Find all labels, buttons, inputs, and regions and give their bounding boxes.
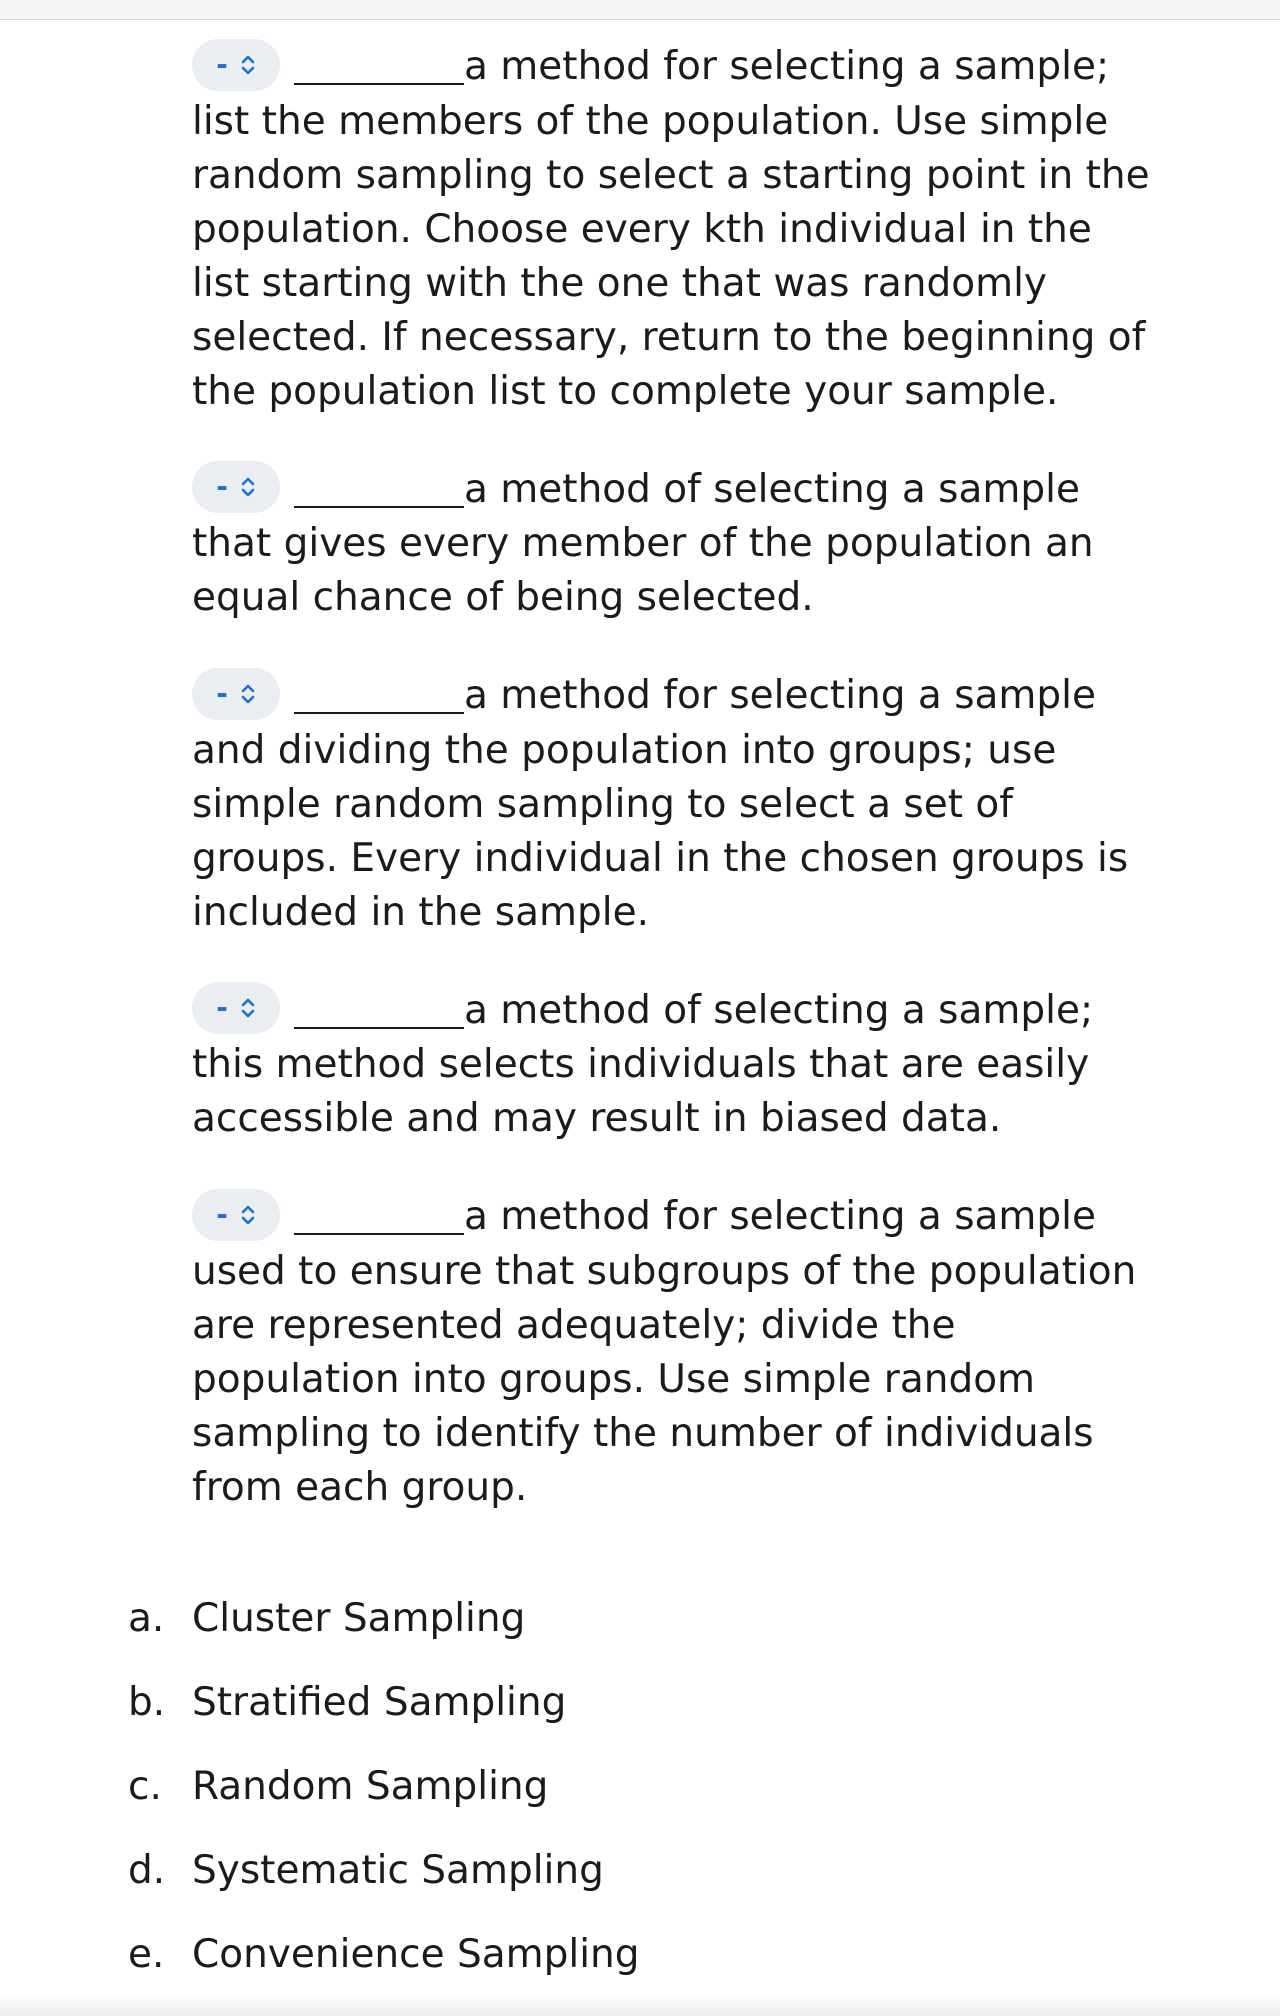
question-text: that gives every member of the population an equal chance of being selected. [192,521,1094,620]
answer-select[interactable] [192,1189,280,1241]
answer-blank [294,472,464,508]
option-label: Cluster Sampling [192,1596,526,1641]
option-item [128,1594,1028,1644]
matching-question-list [192,40,1152,1515]
select-value: - [216,991,228,1024]
question-text-lead: a method of selecting a sample; [464,987,1094,1033]
option-label: Systematic Sampling [192,1848,604,1893]
answer-blank [294,49,464,85]
option-item [128,1930,1028,1980]
option-item [128,1846,1028,1896]
question-text: list the members of the population. Use simple random sampling to select a starting point in the population. Choose every kth individual in the list starting with the one that was randomly selected. If necessary, return to the beginning of the population list to complete your sample. [192,98,1150,414]
question-text-lead: a method for selecting a sample; [464,44,1110,89]
option-letter: e. [128,1932,165,1977]
question-text: and dividing the population into groups; use simple random sampling to select a set of groups. Every individual in the chosen groups is included in the sample. [192,727,1129,935]
question-text-lead: a method for selecting a sample [464,673,1096,718]
top-divider [0,0,1280,20]
answer-blank [294,1199,464,1235]
question-item [192,463,1152,626]
option-item [128,1678,1028,1728]
question-text-lead: a method for selecting a sample [464,1194,1096,1239]
chevron-updown-icon [240,1203,256,1227]
question-item [192,40,1152,419]
question-item [192,669,1152,940]
answer-select[interactable] [192,39,280,91]
option-item [128,1762,1028,1812]
option-label: Convenience Sampling [192,1932,640,1977]
option-label: Stratified Sampling [192,1680,567,1725]
answer-options-list [128,1594,1028,2014]
option-letter: a. [128,1596,165,1641]
question-item [192,984,1152,1147]
chevron-updown-icon [240,682,256,706]
bottom-divider [0,1994,1280,2016]
option-letter: b. [128,1680,166,1725]
answer-select[interactable] [192,982,280,1034]
question-text: this method selects individuals that are easily accessible and may result in biased data. [192,1042,1090,1141]
select-value: - [216,1197,228,1231]
option-letter: c. [128,1764,162,1809]
select-value: - [216,47,228,81]
option-label: Random Sampling [192,1764,549,1809]
chevron-updown-icon [240,53,256,77]
answer-select[interactable] [192,668,280,720]
question-item [192,1190,1152,1515]
question-text-lead: a method of selecting a sample [464,466,1080,512]
chevron-updown-icon [240,996,256,1020]
question-text: used to ensure that subgroups of the population are represented adequately; divide the population into groups. Use simple random sampling to identify the number of individuals from each group. [192,1248,1137,1510]
chevron-updown-icon [240,475,256,499]
answer-blank [294,678,464,714]
answer-blank [294,993,464,1029]
select-value: - [216,676,228,710]
answer-select[interactable] [192,461,280,513]
select-value: - [216,470,228,503]
option-letter: d. [128,1848,166,1893]
